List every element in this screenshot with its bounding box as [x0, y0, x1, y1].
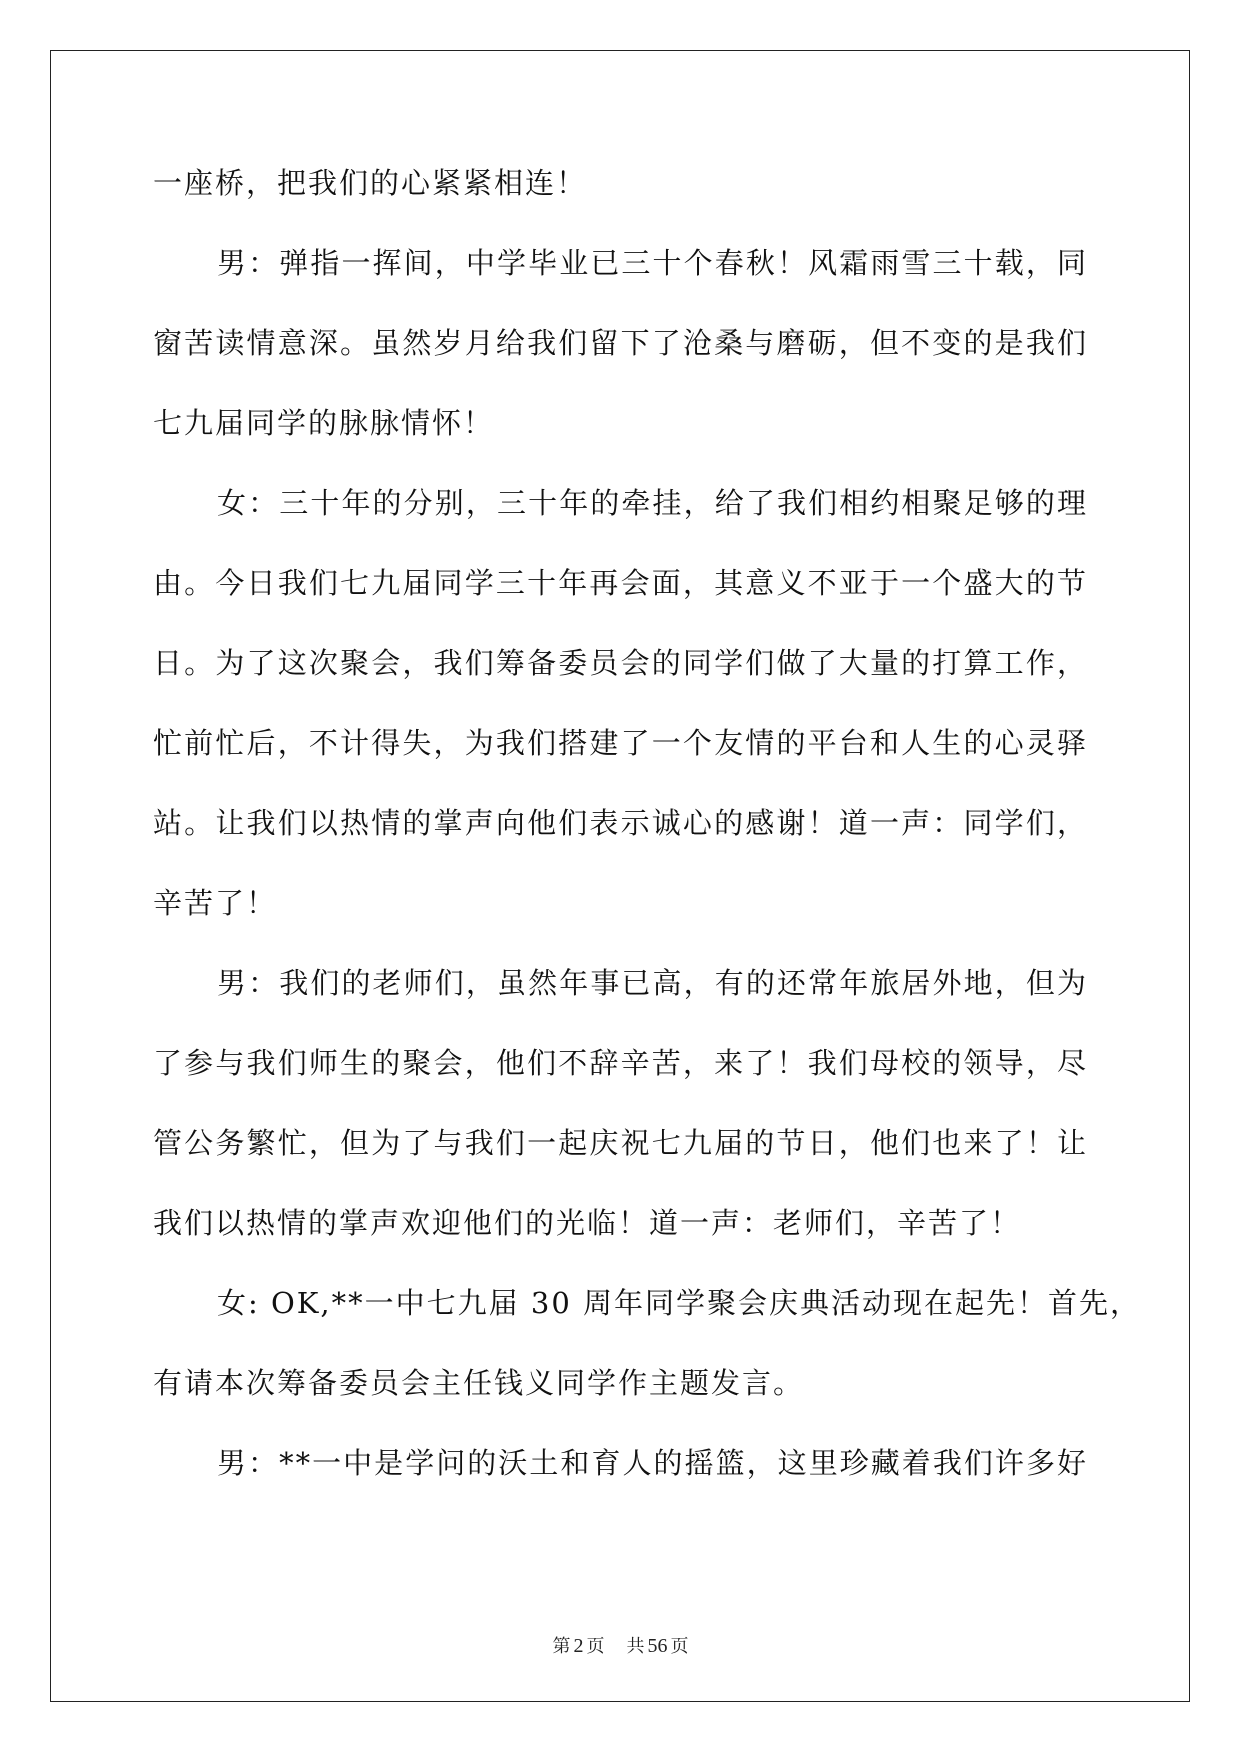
footer-total-prefix: 共 [626, 1636, 645, 1657]
document-body [153, 160, 1141, 1520]
text-line: 我们以热情的掌声欢迎他们的光临！道一声：老师们，辛苦了！ [153, 1206, 1022, 1240]
text-line: 由。今日我们七九届同学三十年再会面，其意义不亚于一个盛大的节 [153, 566, 1088, 600]
text-line: 七九届同学的脉脉情怀！ [153, 406, 495, 440]
text-line: 辛苦了！ [153, 886, 278, 920]
text-line: 了参与我们师生的聚会，他们不辞辛苦，来了！我们母校的领导，尽 [153, 1046, 1088, 1080]
footer-page-suffix: 页 [586, 1636, 605, 1657]
text-line: 窗苦读情意深。虽然岁月给我们留下了沧桑与磨砺，但不变的是我们 [153, 326, 1088, 360]
text-line: 管公务繁忙，但为了与我们一起庆祝七九届的节日，他们也来了！让 [153, 1126, 1088, 1160]
total-page-count: 56 [647, 1635, 668, 1657]
text-line: 男：弹指一挥间，中学毕业已三十个春秋！风霜雨雪三十载，同 [217, 246, 1088, 280]
text-line: 日。为了这次聚会，我们筹备委员会的同学们做了大量的打算工作， [153, 646, 1088, 680]
page-footer [0, 1632, 1241, 1658]
text-line: 女：三十年的分别，三十年的牵挂，给了我们相约相聚足够的理 [217, 486, 1088, 520]
current-page-number: 2 [573, 1635, 584, 1657]
text-line: 一座桥，把我们的心紧紧相连！ [153, 166, 588, 200]
text-line: 男：我们的老师们，虽然年事已高，有的还常年旅居外地，但为 [217, 966, 1088, 1000]
text-line: 男：**一中是学问的沃土和育人的摇篮，这里珍藏着我们许多好 [217, 1446, 1088, 1480]
text-line: 女: OK,**一中七九届 30 周年同学聚会庆典活动现在起先！首先， [217, 1286, 1141, 1320]
text-line: 有请本次筹备委员会主任钱义同学作主题发言。 [153, 1366, 805, 1400]
footer-prefix: 第 [552, 1636, 571, 1657]
text-line: 忙前忙后，不计得失，为我们搭建了一个友情的平台和人生的心灵驿 [153, 726, 1088, 760]
text-line: 站。让我们以热情的掌声向他们表示诚心的感谢！道一声：同学们， [153, 806, 1088, 840]
footer-total-suffix: 页 [670, 1636, 689, 1657]
